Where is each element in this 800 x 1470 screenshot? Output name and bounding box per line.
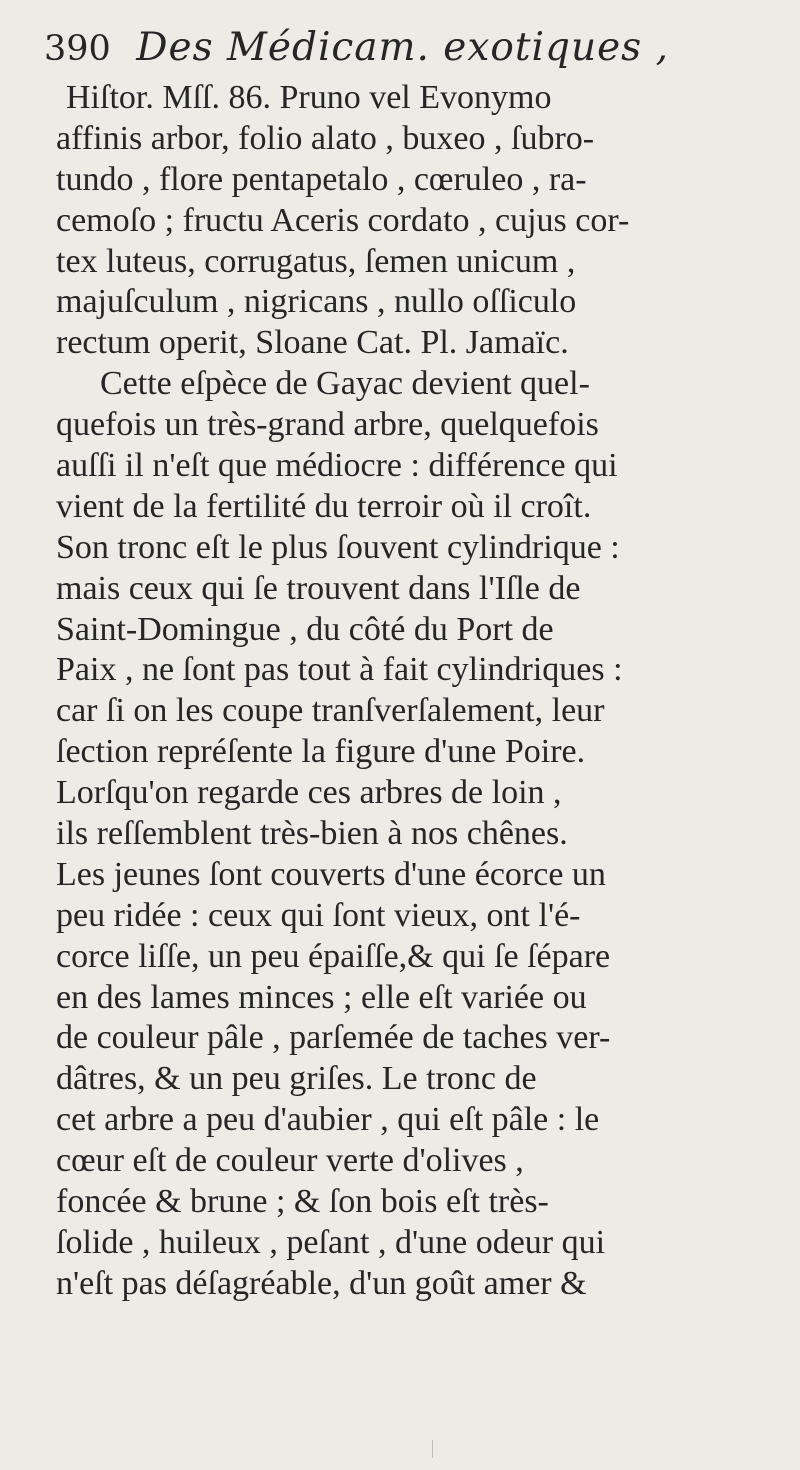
body-text xyxy=(56,78,776,1305)
text-line: rectum operit, Sloane Cat. Pl. Jamaïc. xyxy=(56,324,569,362)
text-line: corce liſſe, un peu épaiſſe,& qui ſe ſépare xyxy=(56,937,611,975)
text-line: n'eſt pas déſagréable, d'un goût amer & xyxy=(56,1264,587,1302)
text-line: Saint-Domingue , du côté du Port de xyxy=(56,610,554,648)
text-line: car ſi on les coupe tranſverſalement, leur xyxy=(56,692,605,730)
text-line: foncée & brune ; & ſon bois eſt très- xyxy=(56,1183,549,1221)
text-line: majuſculum , nigricans , nullo oſſiculo xyxy=(56,283,577,321)
text-line: Cette eſpèce de Gayac devient quel- xyxy=(100,365,590,403)
text-line: ils reſſemblent très-bien à nos chênes. xyxy=(56,815,568,853)
running-title: Des Médicam. exotiques , xyxy=(136,25,669,70)
text-line: cet arbre a peu d'aubier , qui eſt pâle : le xyxy=(56,1101,600,1139)
text-line: de couleur pâle , parſemée de taches ver- xyxy=(56,1019,611,1057)
text-line: tex luteus, corrugatus, ſemen unicum , xyxy=(56,242,576,280)
text-line: auſſi il n'eſt que médiocre : différence qui xyxy=(56,447,618,485)
text-line: mais ceux qui ſe trouvent dans l'Iſle de xyxy=(56,569,581,607)
text-line: cœur eſt de couleur verte d'olives , xyxy=(56,1142,524,1180)
page-header xyxy=(44,18,764,78)
page-fold-mark xyxy=(432,1440,433,1458)
text-line: Hiſtor. Mſſ. 86. Pruno vel Evonymo xyxy=(66,79,552,116)
text-line: cemoſo ; fructu Aceris cordato , cujus cor- xyxy=(56,201,630,239)
page-number: 390 xyxy=(44,29,111,69)
text-line: ſection repréſente la figure d'une Poire. xyxy=(56,733,586,771)
text-line: dâtres, & un peu griſes. Le tronc de xyxy=(56,1060,537,1098)
text-line: Lorſqu'on regarde ces arbres de loin , xyxy=(56,774,562,812)
text-line: en des lames minces ; elle eſt variée ou xyxy=(56,978,587,1016)
text-line: Paix , ne ſont pas tout à fait cylindriques : xyxy=(56,651,623,689)
text-line: vient de la fertilité du terroir où il croît. xyxy=(56,487,592,525)
text-line: tundo , flore pentapetalo , cœruleo , ra- xyxy=(56,160,587,198)
text-line: Les jeunes ſont couverts d'une écorce un xyxy=(56,855,606,893)
text-line: quefois un très-grand arbre, quelquefois xyxy=(56,406,599,444)
text-line: affinis arbor, folio alato , buxeo , ſubro- xyxy=(56,119,595,157)
text-line: ſolide , huileux , peſant , d'une odeur qui xyxy=(56,1223,606,1261)
text-line: Son tronc eſt le plus ſouvent cylindrique : xyxy=(56,528,620,566)
text-line: peu ridée : ceux qui ſont vieux, ont l'é- xyxy=(56,896,581,934)
